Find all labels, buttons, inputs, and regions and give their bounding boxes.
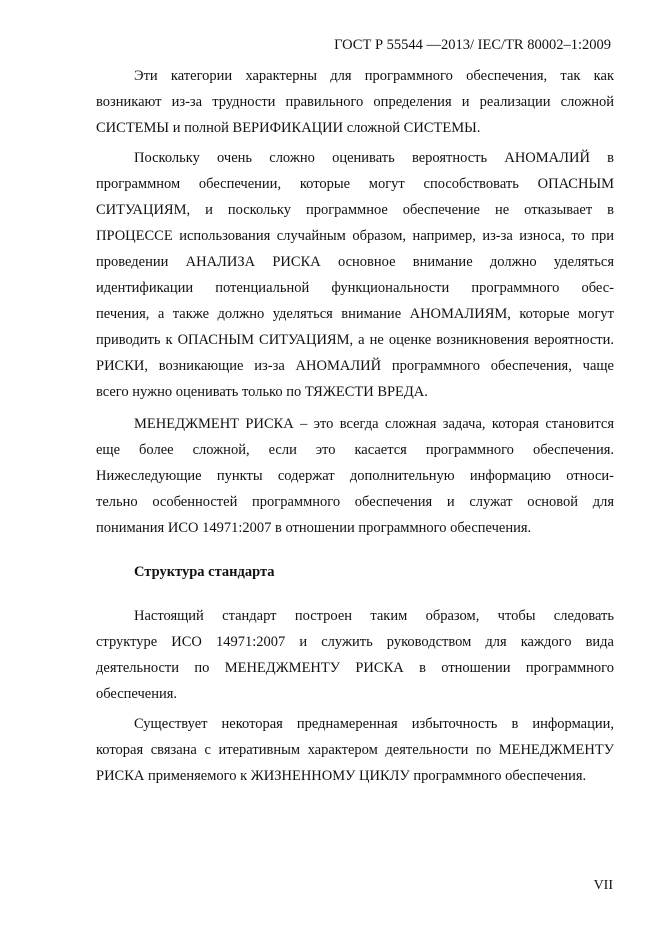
text-line: СИСТЕМЫ и полной ВЕРИФИКАЦИИ сложной СИСТЕМЫ. bbox=[96, 120, 481, 136]
text-line: приводить к ОПАСНЫМ СИТУАЦИЯМ, а не оценке возникновения вероятности. bbox=[96, 332, 614, 348]
text-line: возникают из-за трудности правильного определения и реализации сложной bbox=[96, 94, 614, 110]
section-heading: Структура стандарта bbox=[134, 564, 275, 580]
text-line: РИСКИ, возникающие из-за АНОМАЛИЙ программного обеспечения, чаще bbox=[96, 358, 614, 374]
text-line: структуре ИСО 14971:2007 и служить руководством для каждого вида bbox=[96, 634, 614, 650]
text-line: РИСКА применяемого к ЖИЗНЕННОМУ ЦИКЛУ программного обеспечения. bbox=[96, 768, 587, 784]
text-line: еще более сложной, если это касается программного обеспечения. bbox=[96, 442, 614, 458]
paragraph bbox=[96, 711, 614, 789]
text-line: обеспечения. bbox=[96, 686, 178, 702]
text-line: тельно особенностей программного обеспечения и служат основой для bbox=[96, 494, 614, 510]
paragraph bbox=[96, 411, 614, 541]
paragraph bbox=[96, 145, 614, 405]
page-number: VII bbox=[593, 878, 613, 893]
text-line: проведении АНАЛИЗА РИСКА основное внимание должно уделяться bbox=[96, 254, 614, 270]
text-line: СИТУАЦИЯМ, и поскольку программное обеспечение не отказывает в bbox=[96, 202, 614, 218]
text-line: понимания ИСО 14971:2007 в отношении программного обеспечения. bbox=[96, 520, 532, 536]
text-line: Эти категории характерны для программного обеспечения, так как bbox=[134, 68, 614, 84]
paragraph bbox=[96, 603, 614, 707]
text-line: деятельности по МЕНЕДЖМЕНТУ РИСКА в отношении программного bbox=[96, 660, 614, 676]
text-line: Поскольку очень сложно оценивать вероятность АНОМАЛИЙ в bbox=[134, 150, 614, 166]
text-line: печения, а также должно уделяться внимание АНОМАЛИЯМ, которые могут bbox=[96, 306, 614, 322]
paragraph bbox=[96, 63, 614, 141]
text-line: Существует некоторая преднамеренная избыточность в информации, bbox=[134, 716, 614, 732]
text-line: ПРОЦЕССЕ использования случайным образом, например, из-за износа, то при bbox=[96, 228, 614, 244]
text-line: которая связана с итеративным характером деятельности по МЕНЕДЖМЕНТУ bbox=[96, 742, 614, 758]
text-line: программном обеспечении, которые могут способствовать ОПАСНЫМ bbox=[96, 176, 614, 192]
text-line: всего нужно оценивать только по ТЯЖЕСТИ ВРЕДА. bbox=[96, 384, 428, 400]
text-line: Настоящий стандарт построен таким образом, чтобы следовать bbox=[134, 608, 614, 624]
text-line: идентификации потенциальной функциональности программного обес- bbox=[96, 280, 614, 296]
document-header: ГОСТ Р 55544 —2013/ IEC/TR 80002–1:2009 bbox=[334, 37, 611, 53]
text-line: Нижеследующие пункты содержат дополнительную информацию относи- bbox=[96, 468, 614, 484]
text-line: МЕНЕДЖМЕНТ РИСКА – это всегда сложная задача, которая становится bbox=[134, 416, 614, 432]
